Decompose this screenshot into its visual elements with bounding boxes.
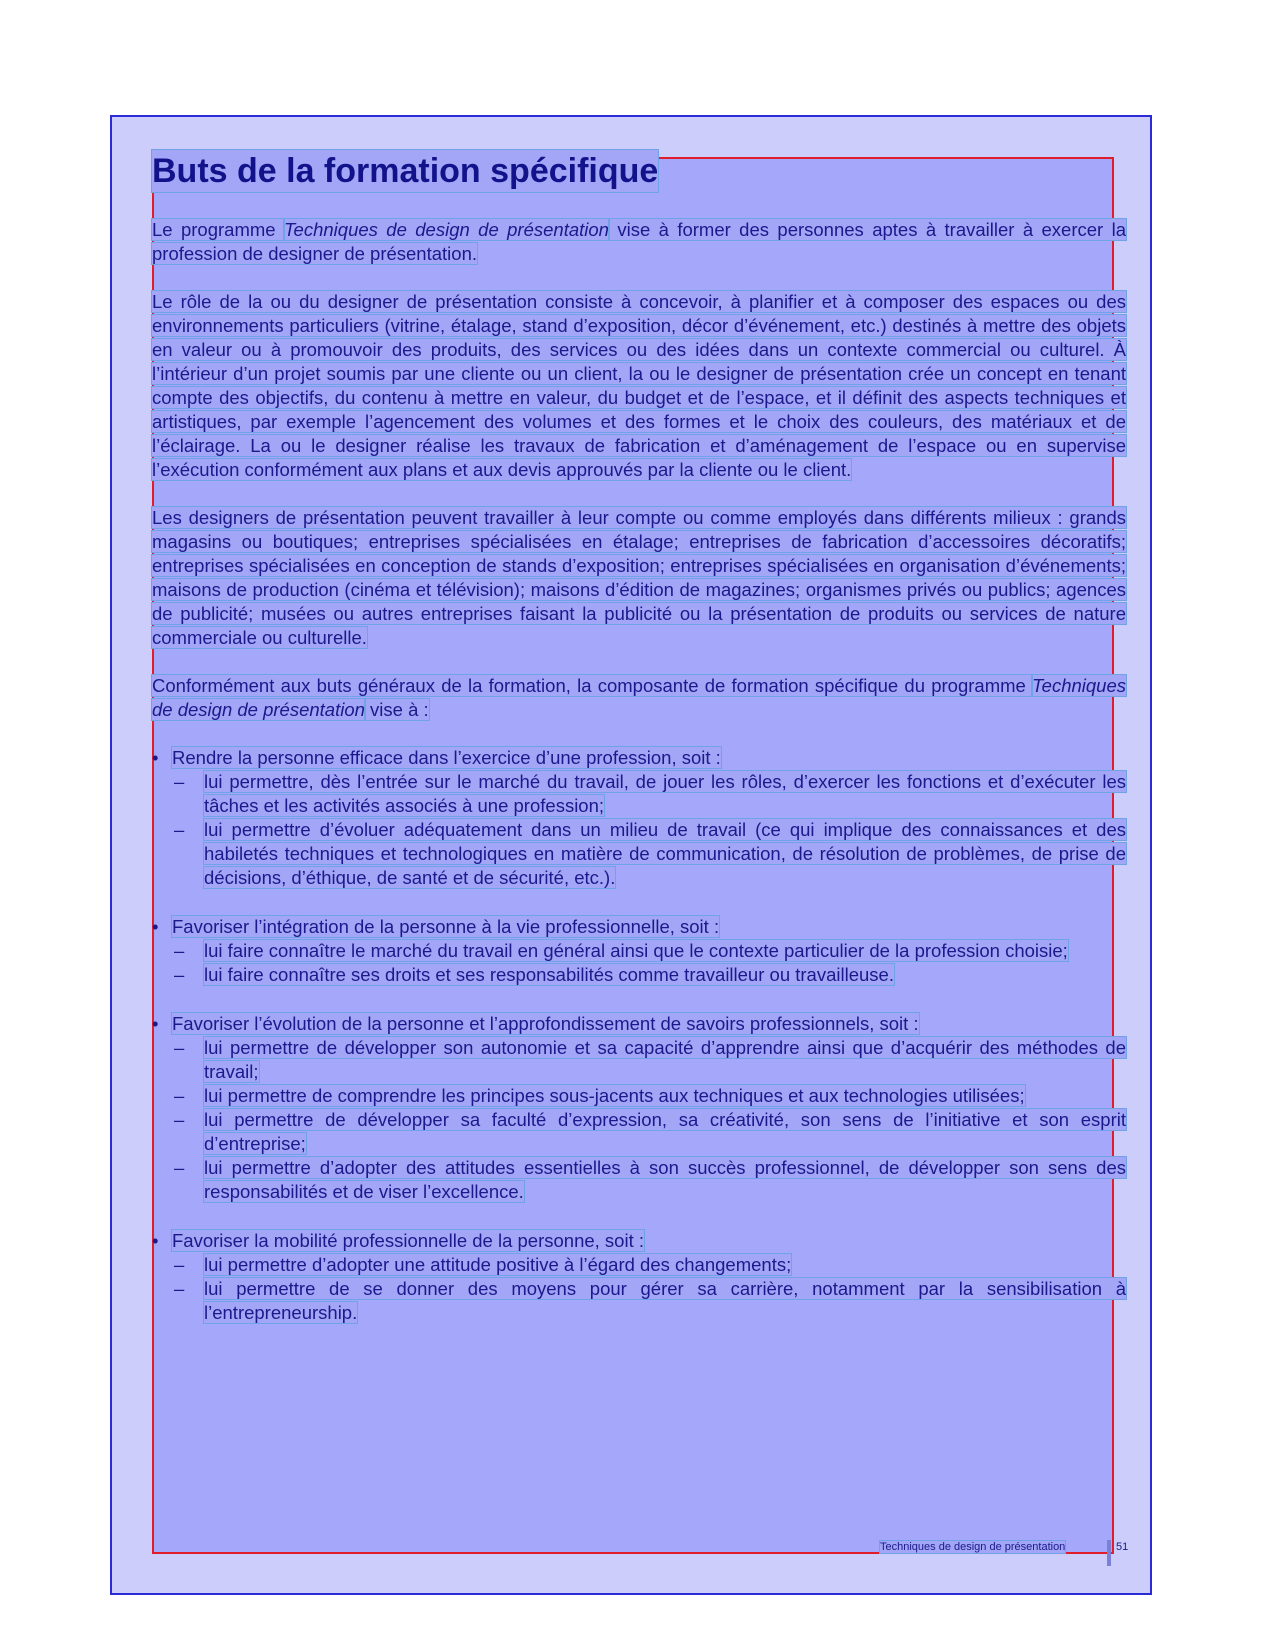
paragraphs [152,218,1126,746]
goal-list [152,746,1126,1325]
sub-goal-item [152,963,1126,987]
sub-goal-text: lui permettre de comprendre les principes sous-jacents aux techniques et aux technologies utilisées; [204,1085,1025,1106]
sub-goal-text: lui permettre de développer son autonomie et sa capacité d’apprendre ainsi que d’acquérir des méthodes de travail; [204,1037,1126,1082]
goal-item [152,746,1126,890]
dash-icon: – [174,1085,185,1106]
paragraph-text: Les designers de présentation peuvent travailler à leur compte ou comme employés dans différents milieux : grands magasins ou boutiques; entreprises spécialisées en étalage; entreprises de fabrication d’accessoires décoratifs; entreprises spécialisées en conception de stands d’exposition; entreprises spécialisées en organisation d’événements; maisons de production (cinéma et télévision); maisons d’édition de magazines; organismes privés ou publics; agences de publicité; musées ou autres entreprises faisant la publicité ou la présentation de produits ou services de nature commerciale ou culturelle. [152,507,1126,648]
dash-icon: – [174,771,185,792]
goal-item [152,1229,1126,1325]
goal-text: Favoriser l’évolution de la personne et l’approfondissement de savoirs professionnels, soit : [172,1013,919,1034]
dash-icon: – [174,1254,185,1275]
sub-goal-text: lui permettre d’adopter une attitude positive à l’égard des changements; [204,1254,792,1275]
bullet-icon: • [152,1013,159,1034]
dash-icon: – [174,1037,185,1058]
sub-goal-item [152,1253,1126,1277]
paragraph-text: vise à : [364,699,429,720]
dash-icon: – [174,819,185,840]
sub-goal-item [152,1084,1126,1108]
dash-icon: – [174,1109,185,1130]
sub-goal-text: lui permettre de développer sa faculté d’expression, sa créativité, son sens de l’initiative et son esprit d’entreprise; [204,1109,1126,1154]
document-body [152,150,1126,1350]
dash-icon: – [174,940,185,961]
footer-divider [1107,1540,1111,1566]
dash-icon: – [174,1278,185,1299]
paragraph-text: Conformément aux buts généraux de la formation, la composante de formation spécifique du programme [152,675,1033,696]
sub-goal-text: lui permettre d’adopter des attitudes essentielles à son succès professionnel, de développer son sens des responsabilités et de viser l’excellence. [204,1157,1126,1202]
paragraph [152,506,1126,650]
footer-page-number: 51 [1116,1541,1129,1553]
paragraph-text: Le programme [152,219,284,240]
sub-goal-item [152,818,1126,890]
dash-icon: – [174,1157,185,1178]
goal-text: Favoriser la mobilité professionnelle de la personne, soit : [172,1230,644,1251]
paragraph-text: Le rôle de la ou du designer de présentation consiste à concevoir, à planifier et à composer des espaces ou des environnements particuliers (vitrine, étalage, stand d’exposition, décor d’événement, etc.) destinés à mettre des objets en valeur ou à promouvoir des produits, des services ou des idées dans un contexte commercial ou culturel. À l’intérieur d’un projet soumis par une cliente ou un client, la ou le designer de présentation crée un concept en tenant compte des objectifs, du contenu à mettre en valeur, du budget et de l’espace, et il définit des aspects techniques et artistiques, par exemple l’agencement des volumes et des formes et le choix des couleurs, des matériaux et de l’éclairage. La ou le designer réalise les travaux de fabrication et d’aménagement de l’espace ou en supervise l’exécution conformément aux plans et aux devis approuvés par la cliente ou le client. [152,291,1126,480]
sub-goal-text: lui permettre, dès l’entrée sur le marché du travail, de jouer les rôles, d’exercer les fonctions et d’exécuter les tâches et les activités associés à une profession; [204,771,1126,816]
paragraph [152,290,1126,482]
sub-goal-text: lui faire connaître le marché du travail en général ainsi que le contexte particulier de la profession choisie; [204,940,1068,961]
paragraph-text: vise à former des personnes aptes à travailler à exercer la profession de designer de présentation. [152,219,1126,264]
goal-item [152,1012,1126,1204]
bullet-icon: • [152,916,159,937]
program-name: Techniques de design de présentation [283,219,609,240]
paragraph [152,218,1126,266]
sub-goal-item [152,1108,1126,1156]
goal-text: Favoriser l’intégration de la personne à la vie professionnelle, soit : [172,916,720,937]
sub-goal-item [152,939,1126,963]
goal-text: Rendre la personne efficace dans l’exercice d’une profession, soit : [172,747,721,768]
paragraph [152,674,1126,722]
dash-icon: – [174,964,185,985]
goal-item [152,915,1126,987]
sub-goal-text: lui permettre d’évoluer adéquatement dans un milieu de travail (ce qui implique des connaissances et des habiletés techniques et technologiques en matière de communication, de résolution de problèmes, de prise de décisions, d’éthique, de santé et de sécurité, etc.). [204,819,1126,888]
program-name: Techniques de design de présentation [152,675,1126,720]
page-title: Buts de la formation spécifique [152,152,659,190]
bullet-icon: • [152,747,159,768]
sub-goal-text: lui permettre de se donner des moyens pour gérer sa carrière, notamment par la sensibilisation à l’entrepreneurship. [204,1278,1126,1323]
sub-goal-item [152,1036,1126,1084]
footer-program: Techniques de design de présentation [880,1541,1066,1553]
sub-goal-item [152,1277,1126,1325]
sub-goal-item [152,770,1126,818]
sub-goal-item [152,1156,1126,1204]
sub-goal-text: lui faire connaître ses droits et ses responsabilités comme travailleur ou travailleuse. [204,964,894,985]
bullet-icon: • [152,1230,159,1251]
